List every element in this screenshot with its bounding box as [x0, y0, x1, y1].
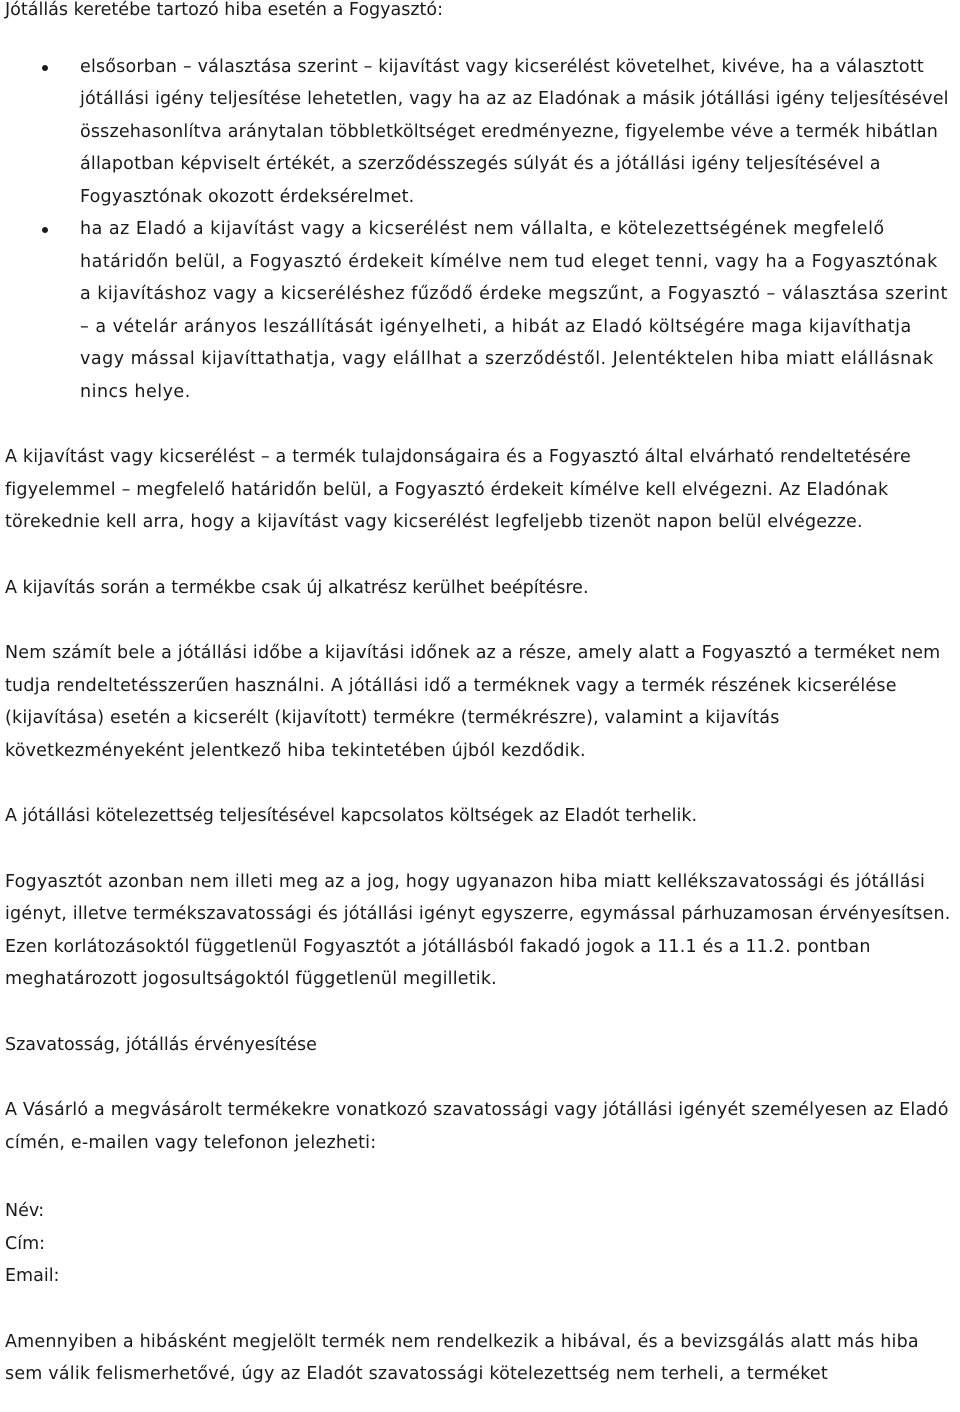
claim-paragraph: A Vásárló a megvásárolt termékekre vonatkozó szavatossági vagy jótállási igényét személyesen az Eladó címén, e-mailen vagy telefonon jelezheti:: [5, 1100, 949, 1153]
repair-deadline-paragraph: A kijavítást vagy kicserélést – a termék tulajdonságaira és a Fogyasztó által elvárható rendeltetésére figyelemmel – megfelelő határidőn belül, a Fogyasztó érdekeit kímélve kell elvégezni. Az Eladónak törekednie kell arra, hogy a kijavítást vagy kicserélést legfeljebb tizenöt napon belül elvégezze.: [5, 447, 911, 532]
intro-text: Jótállás keretébe tartozó hiba esetén a Fogyasztó:: [5, 0, 443, 20]
bullet-icon: [42, 65, 48, 71]
warranty-period-paragraph: Nem számít bele a jótállási időbe a kijavítási időnek az a része, amely alatt a Fogyasztó a terméket nem tudja rendeltetésszerűen használni. A jótállási idő a terméknek vagy a termék részének kicserélése (kijavítása) esetén a kicserélt (kijavított) termékre (termékrészre), valamint a kijavítás következményeként jelentkező hiba tekintetében újból kezdődik.: [5, 643, 941, 761]
list-item-text: elsősorban – választása szerint – kijavítást vagy kicserélést követelhet, kivéve, ha a választott jótállási igény teljesítése lehetetlen, vagy ha az az Eladónak a másik jótállási igény teljesítésével összehasonlítva aránytalan többletköltséget eredményezne, figyelembe véve a termék hibátlan állapotban képviselt értékét, a szerződésszegés súlyát és a jótállási igény teljesítésével a Fogyasztónak okozott érdeksérelmet.: [80, 56, 949, 207]
contact-details: [5, 1195, 955, 1293]
final-paragraph: Amennyiben a hibásként megjelölt termék nem rendelkezik a hibával, és a bevizsgálás alatt más hiba sem válik felismerhetővé, úgy az Eladót szavatossági kötelezettség nem terheli, a terméket: [5, 1331, 919, 1384]
name-label: Név:: [5, 1201, 45, 1221]
list-item: [5, 213, 955, 408]
section-heading: Szavatosság, jótállás érvényesítése: [5, 1034, 317, 1055]
remedies-list: [5, 51, 955, 409]
email-label: Email:: [5, 1266, 60, 1286]
document-body: [5, 0, 955, 1391]
list-item: [5, 51, 955, 214]
address-label: Cím:: [5, 1233, 46, 1254]
list-item-text: ha az Eladó a kijavítást vagy a kicserélést nem vállalta, e kötelezettségének megfelelő határidőn belül, a Fogyasztó érdekeit kímélve nem tud eleget tenni, vagy ha a Fogyasztónak a kijavításhoz vagy a kicseréléshez fűződő érdeke megszűnt, a Fogyasztó – választása szerint – a vételár arányos leszállítását igényelheti, a hibát az Eladó költségére maga kijavíthatja vagy mással kijavíttathatja, vagy elállhat a szerződéstől. Jelentéktelen hiba miatt elállásnak nincs helye.: [80, 219, 948, 402]
parallel-claims-paragraph: Fogyasztót azonban nem illeti meg az a jog, hogy ugyanazon hiba miatt kellékszavatossági és jótállási igényt, illetve termékszavatossági és jótállási igényt egyszerre, egymással párhuzamosan érvényesítsen. Ezen korlátozásoktól függetlenül Fogyasztót a jótállásból fakadó jogok a 11.1 és a 11.2. pontban meghatározott jogosultságoktól függetlenül megilletik.: [5, 871, 951, 989]
bullet-icon: [42, 227, 48, 233]
costs-paragraph: A jótállási kötelezettség teljesítésével kapcsolatos költségek az Eladót terhelik.: [5, 806, 698, 826]
new-parts-paragraph: A kijavítás során a termékbe csak új alkatrész kerülhet beépítésre.: [5, 577, 589, 598]
